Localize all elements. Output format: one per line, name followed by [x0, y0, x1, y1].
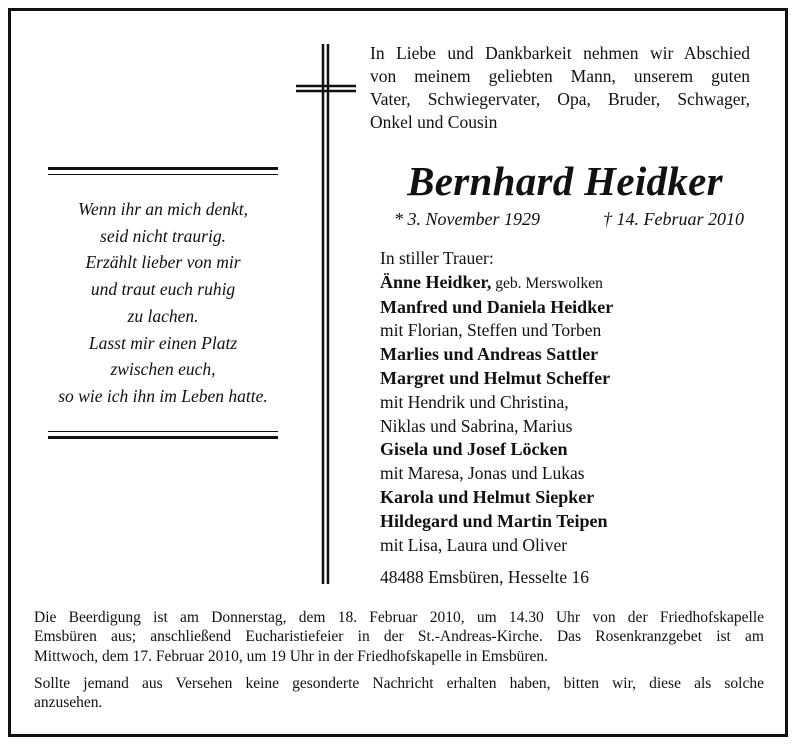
list-item: Marlies und Andreas Sattler	[380, 344, 599, 365]
poem-line: und traut euch ruhig	[90, 279, 236, 300]
funeral-line: Mittwoch, dem 17. Februar 2010, um 19 Uhr in der Friedhofskapelle in Emsbüren.	[34, 647, 548, 665]
funeral-info	[34, 608, 764, 720]
list-item: Niklas und Sabrina, Marius	[380, 415, 573, 436]
poem-line: zwischen euch,	[110, 359, 216, 380]
funeral-paragraph	[34, 608, 764, 666]
cross-icon	[292, 44, 362, 584]
mourners-heading: In stiller Trauer:	[380, 248, 494, 268]
mourners-list	[380, 247, 780, 557]
list-item: Karola und Helmut Siepker	[380, 486, 595, 507]
funeral-line: Die Beerdigung ist am Donnerstag, dem 18. Februar 2010, um 14.30 Uhr von der Friedhofskapelle	[34, 609, 764, 626]
poem	[48, 196, 278, 410]
list-item: Margret und Helmut Scheffer	[380, 367, 611, 388]
poem-rule-bottom-thin	[48, 431, 278, 432]
address: 48488 Emsbüren, Hesselte 16	[380, 567, 589, 587]
death-date: † 14. Februar 2010	[603, 209, 744, 229]
intro-text	[370, 42, 750, 134]
poem-line: Lasst mir einen Platz	[88, 332, 238, 353]
intro-line: Onkel und Cousin	[370, 112, 498, 132]
birth-date: * 3. November 1929	[394, 209, 540, 229]
list-item: mit Hendrik und Christina,	[380, 391, 569, 412]
list-item: Gisela und Josef Löcken	[380, 439, 568, 460]
poem-line: seid nicht traurig.	[100, 225, 226, 246]
widow-name: Änne Heidker,	[380, 271, 492, 292]
funeral-line: Emsbüren aus; anschließend Eucharistiefeier in der St.-Andreas-Kirche. Das Rosenkranzgebet ist am	[34, 628, 764, 646]
intro-line: Vater, Schwiegervater, Opa, Bruder, Schwager,	[370, 89, 750, 109]
poem-line: Erzählt lieber von mir	[85, 252, 241, 273]
poem-rule-top-thin	[48, 174, 278, 175]
list-item: Manfred und Daniela Heidker	[380, 296, 614, 317]
notice-paragraph	[34, 674, 764, 713]
list-item: mit Lisa, Laura und Oliver	[380, 534, 568, 555]
list-item: mit Maresa, Jonas und Lukas	[380, 463, 585, 484]
poem-rule-top-thick	[48, 167, 278, 170]
deceased-name: Bernhard Heidker	[407, 158, 723, 204]
list-item: mit Florian, Steffen und Torben	[380, 320, 602, 341]
poem-line: so wie ich ihn im Leben hatte.	[58, 385, 268, 406]
widow-maiden-name: geb. Merswolken	[491, 274, 603, 292]
notice-line: Sollte jemand aus Versehen keine gesonderte Nachricht erhalten haben, bitten wir, diese als solche	[34, 674, 764, 692]
intro-line: von meinem geliebten Mann, unserem guten	[370, 66, 750, 86]
list-item	[380, 271, 780, 296]
life-dates	[394, 209, 744, 230]
poem-rule-bottom-thick	[48, 436, 278, 439]
notice-line: anzusehen.	[34, 694, 103, 712]
poem-line: Wenn ihr an mich denkt,	[78, 199, 248, 219]
list-item: Hildegard und Martin Teipen	[380, 510, 608, 531]
poem-line: zu lachen.	[127, 305, 199, 326]
intro-line: In Liebe und Dankbarkeit nehmen wir Abschied	[370, 43, 750, 63]
